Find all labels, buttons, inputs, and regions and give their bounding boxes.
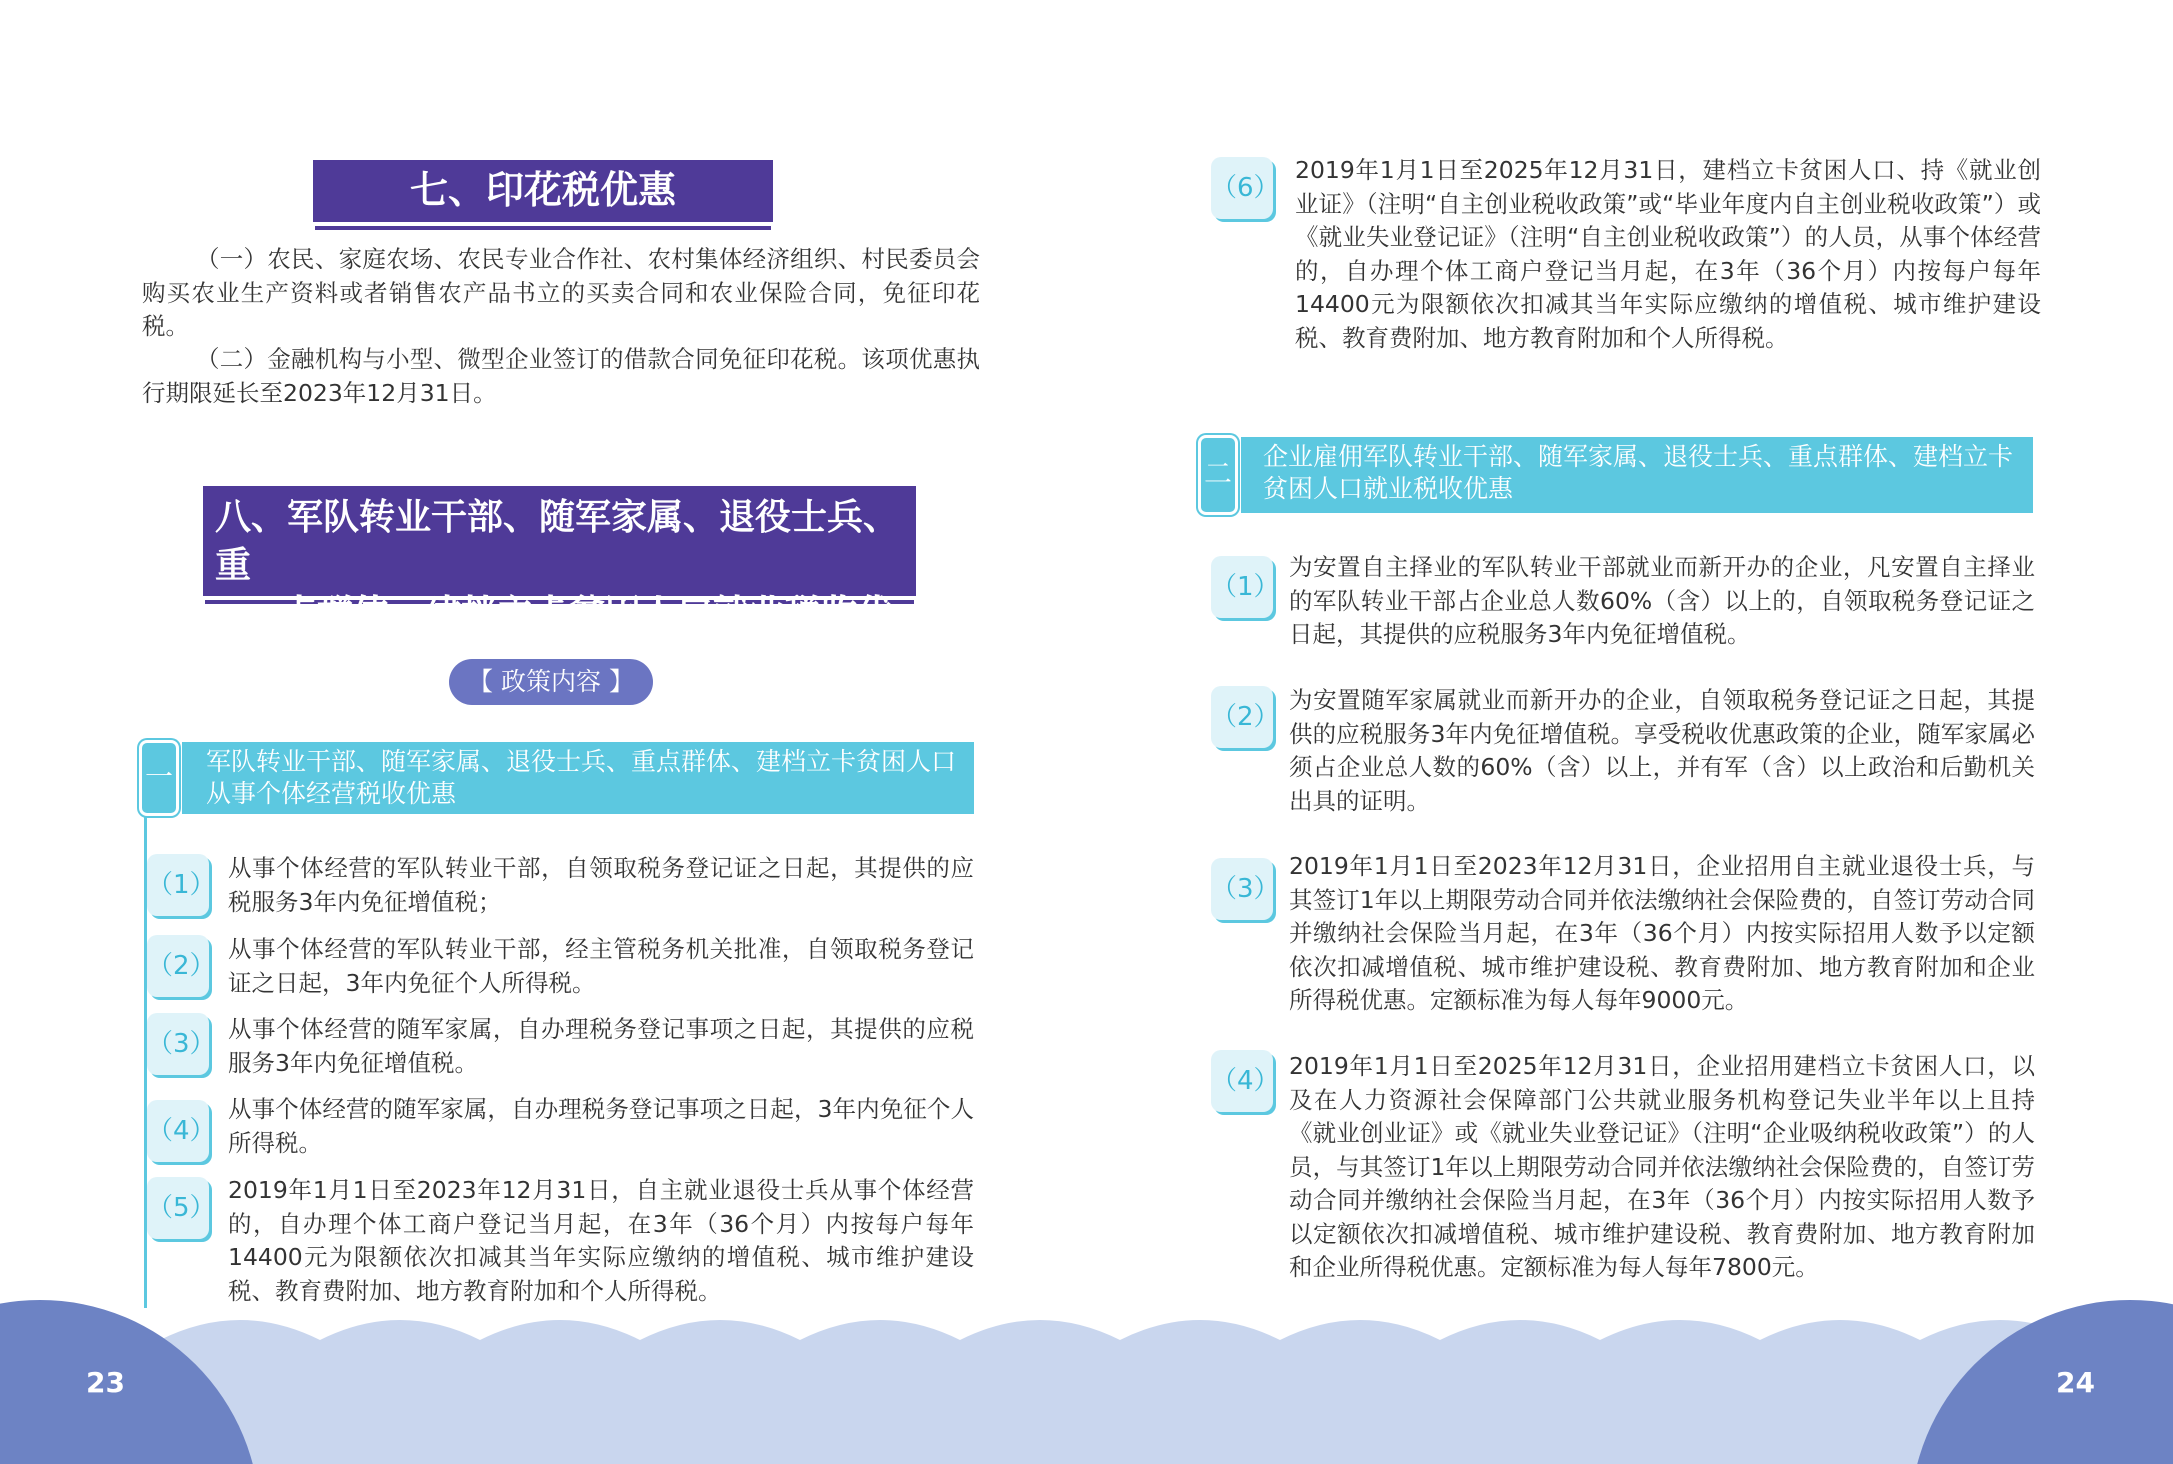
- part2-item-2-text: 为安置随军家属就业而新开办的企业，自领取税务登记证之日起，其提供的应税服务3年内免征增值税。享受税收优惠政策的企业，随军家属必须占企业总人数的60%（含）以上，并有军（含）以上政治和后勤机关出具的证明。: [1289, 686, 2035, 815]
- part1-heading: 军队转业干部、随军家属、退役士兵、重点群体、建档立卡贫困人口从事个体经营税收优惠: [182, 742, 974, 814]
- part2-number-tab: 二: [1198, 435, 1238, 515]
- part2-item-4-badge: （4）: [1211, 1050, 1273, 1112]
- part1-item-5-text: 2019年1月1日至2023年12月31日，自主就业退役士兵从事个体经营的，自办理个体工商户登记当月起，在3年（36个月）内按每户每年14400元为限额依次扣减其当年实际应缴纳的增值税、城市维护建设税、教育费附加、地方教育附加和个人所得税。: [228, 1176, 974, 1305]
- part2-item-3-text: 2019年1月1日至2023年12月31日，企业招用自主就业退役士兵，与其签订1年以上期限劳动合同并依法缴纳社会保险费的，自签订劳动合同并缴纳社会保险当月起，在3年（36个月）内按实际招用人数予以定额依次扣减增值税、城市维护建设税、教育费附加、地方教育附加和企业所得税优惠。定额标准为每人每年9000元。: [1289, 852, 2035, 1014]
- part1-number-tab: 一: [139, 740, 179, 816]
- part1-item-6-badge: （6）: [1211, 157, 1273, 219]
- part1-item-1-text: 从事个体经营的军队转业干部，自领取税务登记证之日起，其提供的应税服务3年内免征增值税；: [228, 854, 974, 916]
- page-number-left: 23: [86, 1366, 125, 1399]
- section8-title: 八、军队转业干部、随军家属、退役士兵、重 点群体、建档立卡贫困人口就业税收优惠: [203, 486, 916, 600]
- section7-title: 七、印花税优惠: [313, 160, 773, 226]
- part2-item-1-badge: （1）: [1211, 556, 1273, 618]
- part1-item-5-badge: （5）: [147, 1177, 209, 1239]
- part2-item-4-text: 2019年1月1日至2025年12月31日，企业招用建档立卡贫困人口，以及在人力资源社会保障部门公共就业服务机构登记失业半年以上且持《就业创业证》或《就业失业登记证》（注明“企业吸纳税收政策”）的人员，与其签订1年以上期限劳动合同并依法缴纳社会保险费的，自签订劳动合同并缴纳社会保险当月起，在3年（36个月）内按实际招用人数予以定额依次扣减增值税、城市维护建设税、教育费附加、地方教育附加和企业所得税优惠。定额标准为每人每年7800元。: [1289, 1052, 2035, 1281]
- part1-item-3-text: 从事个体经营的随军家属，自办理税务登记事项之日起，其提供的应税服务3年内免征增值税。: [228, 1015, 974, 1077]
- section7-paragraph-2: （二）金融机构与小型、微型企业签订的借款合同免征印花税。该项优惠执行期限延长至2023年12月31日。: [142, 345, 980, 407]
- part1-item-4-badge: （4）: [147, 1100, 209, 1162]
- part2-heading: 企业雇佣军队转业干部、随军家属、退役士兵、重点群体、建档立卡贫困人口就业税收优惠: [1241, 437, 2033, 513]
- part2-item-1-text: 为安置自主择业的军队转业干部就业而新开办的企业，凡安置自主择业的军队转业干部占企业总人数60%（含）以上的，自领取税务登记证之日起，其提供的应税服务3年内免征增值税。: [1289, 553, 2035, 648]
- section7-paragraph-1: （一）农民、家庭农场、农民专业合作社、农村集体经济组织、村民委员会购买农业生产资料或者销售农产品书立的买卖合同和农业保险合同，免征印花税。: [142, 245, 980, 340]
- policy-content-label: 【 政策内容 】: [449, 659, 653, 705]
- part2-item-2-badge: （2）: [1211, 686, 1273, 748]
- part2-item-3-badge: （3）: [1211, 858, 1273, 920]
- page-number-right: 24: [2056, 1366, 2095, 1399]
- part1-item-4-text: 从事个体经营的随军家属，自办理税务登记事项之日起，3年内免征个人所得税。: [228, 1095, 974, 1157]
- part1-item-1-badge: （1）: [147, 854, 209, 916]
- part1-item-2-badge: （2）: [147, 935, 209, 997]
- part1-item-2-text: 从事个体经营的军队转业干部，经主管税务机关批准，自领取税务登记证之日起，3年内免征个人所得税。: [228, 935, 974, 997]
- part1-item-3-badge: （3）: [147, 1013, 209, 1075]
- footer-wave-decoration: [0, 1300, 2173, 1464]
- part1-item-6-text: 2019年1月1日至2025年12月31日，建档立卡贫困人口、持《就业创业证》（注明“自主创业税收政策”或“毕业年度内自主创业税收政策”）或《就业失业登记证》（注明“自主创业税收政策”）的人员，从事个体经营的，自办理个体工商户登记当月起，在3年（36个月）内按每户每年14400元为限额依次扣减其当年实际应缴纳的增值税、城市维护建设税、教育费附加、地方教育附加和个人所得税。: [1295, 156, 2041, 352]
- footer-wave-light: [0, 1320, 2173, 1464]
